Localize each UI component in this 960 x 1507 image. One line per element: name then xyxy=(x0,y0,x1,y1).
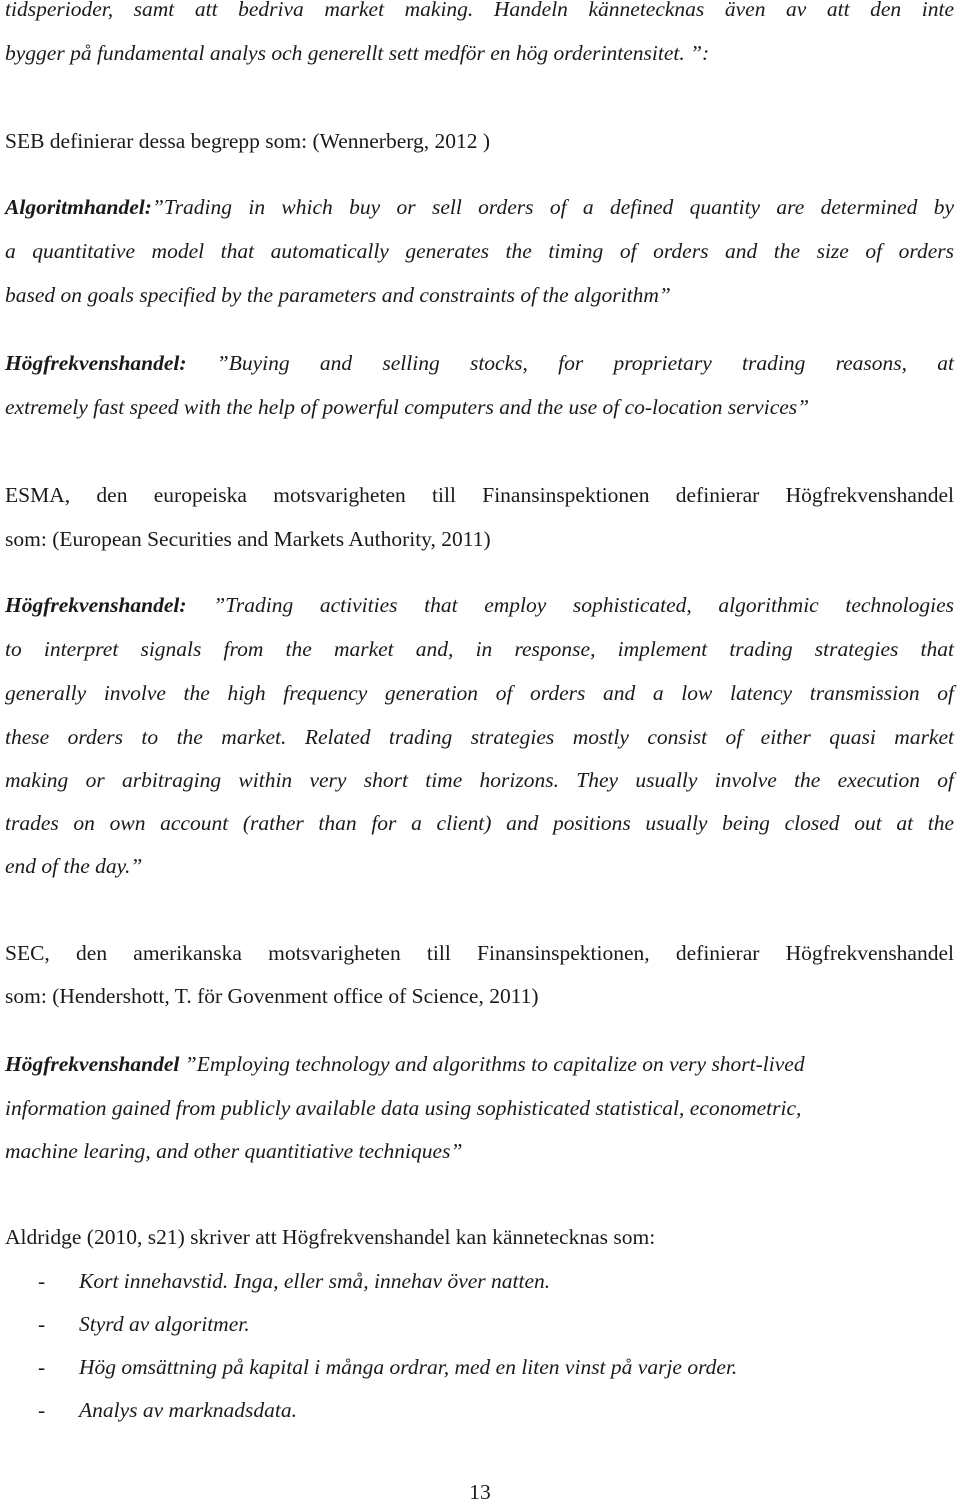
sec-intro-line-1: SEC, den amerikanska motsvarigheten till Finansinspektionen, definierar Högfrekvenshandel xyxy=(5,941,954,965)
intro-line-2 xyxy=(5,38,709,68)
intro-line-2-text: bygger på fundamental analys och generellt sett medför en hög orderintensitet. xyxy=(5,41,685,65)
seb-intro: SEB definierar dessa begrepp som: (Wennerberg, 2012 ) xyxy=(5,129,491,153)
esma-quote-line-4: these orders to the market. Related trading strategies mostly consist of either quasi market xyxy=(5,725,954,749)
page-number: 13 xyxy=(469,1480,491,1504)
sec-quote-text-1: ”Employing technology and algorithms to capitalize on very short-lived xyxy=(184,1052,805,1076)
algo-text-1: Trading in which buy or sell orders of a defined quantity are determined by xyxy=(163,195,954,219)
bullet-dash: - xyxy=(38,1398,46,1422)
esma-quote-line-6: trades on own account (rather than for a client) and positions usually being closed out at the xyxy=(5,811,954,835)
bullet-dash: - xyxy=(38,1355,46,1379)
sec-quote-line-3 xyxy=(5,1136,462,1166)
esma-quote-text-7: end of the day. xyxy=(5,854,131,878)
algo-quote-open: ” xyxy=(151,195,164,219)
esma-intro-line-1: ESMA, den europeiska motsvarigheten till Finansinspektionen definierar Högfrekvenshandel xyxy=(5,483,954,507)
seb-hft-quote-close: ” xyxy=(797,395,810,419)
seb-hft-text-1: ”Buying and selling stocks, for proprietary trading reasons, at xyxy=(216,351,955,375)
algo-quote-close: ” xyxy=(658,283,671,307)
esma-quote-text-1: ”Trading activities that employ sophisticated, algorithmic technologies xyxy=(213,593,955,617)
seb-algo-line-1 xyxy=(5,192,954,222)
intro-line-2-tail: ”: xyxy=(690,41,710,65)
esma-quote-line-5: making or arbitraging within very short time horizons. They usually involve the execution of xyxy=(5,768,954,792)
esma-quote-line-7 xyxy=(5,851,142,881)
sec-hft-label: Högfrekvenshandel xyxy=(5,1052,180,1076)
esma-quote-line-2: to interpret signals from the market and, in response, implement trading strategies that xyxy=(5,637,954,661)
bullet-dash: - xyxy=(38,1312,46,1336)
sec-intro-line-2: som: (Hendershott, T. för Govenment office of Science, 2011) xyxy=(5,984,539,1008)
esma-quote-line-1 xyxy=(5,590,954,620)
esma-hft-label: Högfrekvenshandel: xyxy=(5,593,187,617)
seb-hft-text-2: extremely fast speed with the help of powerful computers and the use of co-location services xyxy=(5,395,798,419)
sec-quote-close: ” xyxy=(450,1139,463,1163)
bullet-dash: - xyxy=(38,1269,46,1293)
esma-quote-close: ” xyxy=(130,854,143,878)
list-item: Styrd av algoritmer. xyxy=(79,1312,250,1336)
sec-quote-line-2: information gained from publicly available data using sophisticated statistical, econometric, xyxy=(5,1096,802,1120)
seb-hft-line-1 xyxy=(5,348,954,378)
esma-quote-line-3: generally involve the high frequency generation of orders and a low latency transmission of xyxy=(5,681,954,705)
algo-text-3: based on goals specified by the parameters and constraints of the algorithm xyxy=(5,283,659,307)
list-item: Hög omsättning på kapital i många ordrar, med en liten vinst på varje order. xyxy=(79,1355,738,1379)
intro-line-1: tidsperioder, samt att bedriva market making. Handeln kännetecknas även av att den inte xyxy=(5,0,954,21)
seb-hft-line-2 xyxy=(5,392,809,422)
seb-hft-label: Högfrekvenshandel: xyxy=(5,351,187,375)
seb-algo-line-3 xyxy=(5,280,671,310)
algo-label: Algoritmhandel: xyxy=(5,195,152,219)
list-item: Analys av marknadsdata. xyxy=(79,1398,297,1422)
sec-quote-text-3: machine learing, and other quantitiative techniques xyxy=(5,1139,451,1163)
aldridge-intro: Aldridge (2010, s21) skriver att Högfrekvenshandel kan kännetecknas som: xyxy=(5,1225,656,1249)
seb-algo-line-2: a quantitative model that automatically generates the timing of orders and the size of orders xyxy=(5,239,954,263)
esma-intro-line-2: som: (European Securities and Markets Authority, 2011) xyxy=(5,527,491,551)
list-item: Kort innehavstid. Inga, eller små, innehav över natten. xyxy=(79,1269,551,1293)
sec-quote-line-1 xyxy=(5,1049,805,1079)
